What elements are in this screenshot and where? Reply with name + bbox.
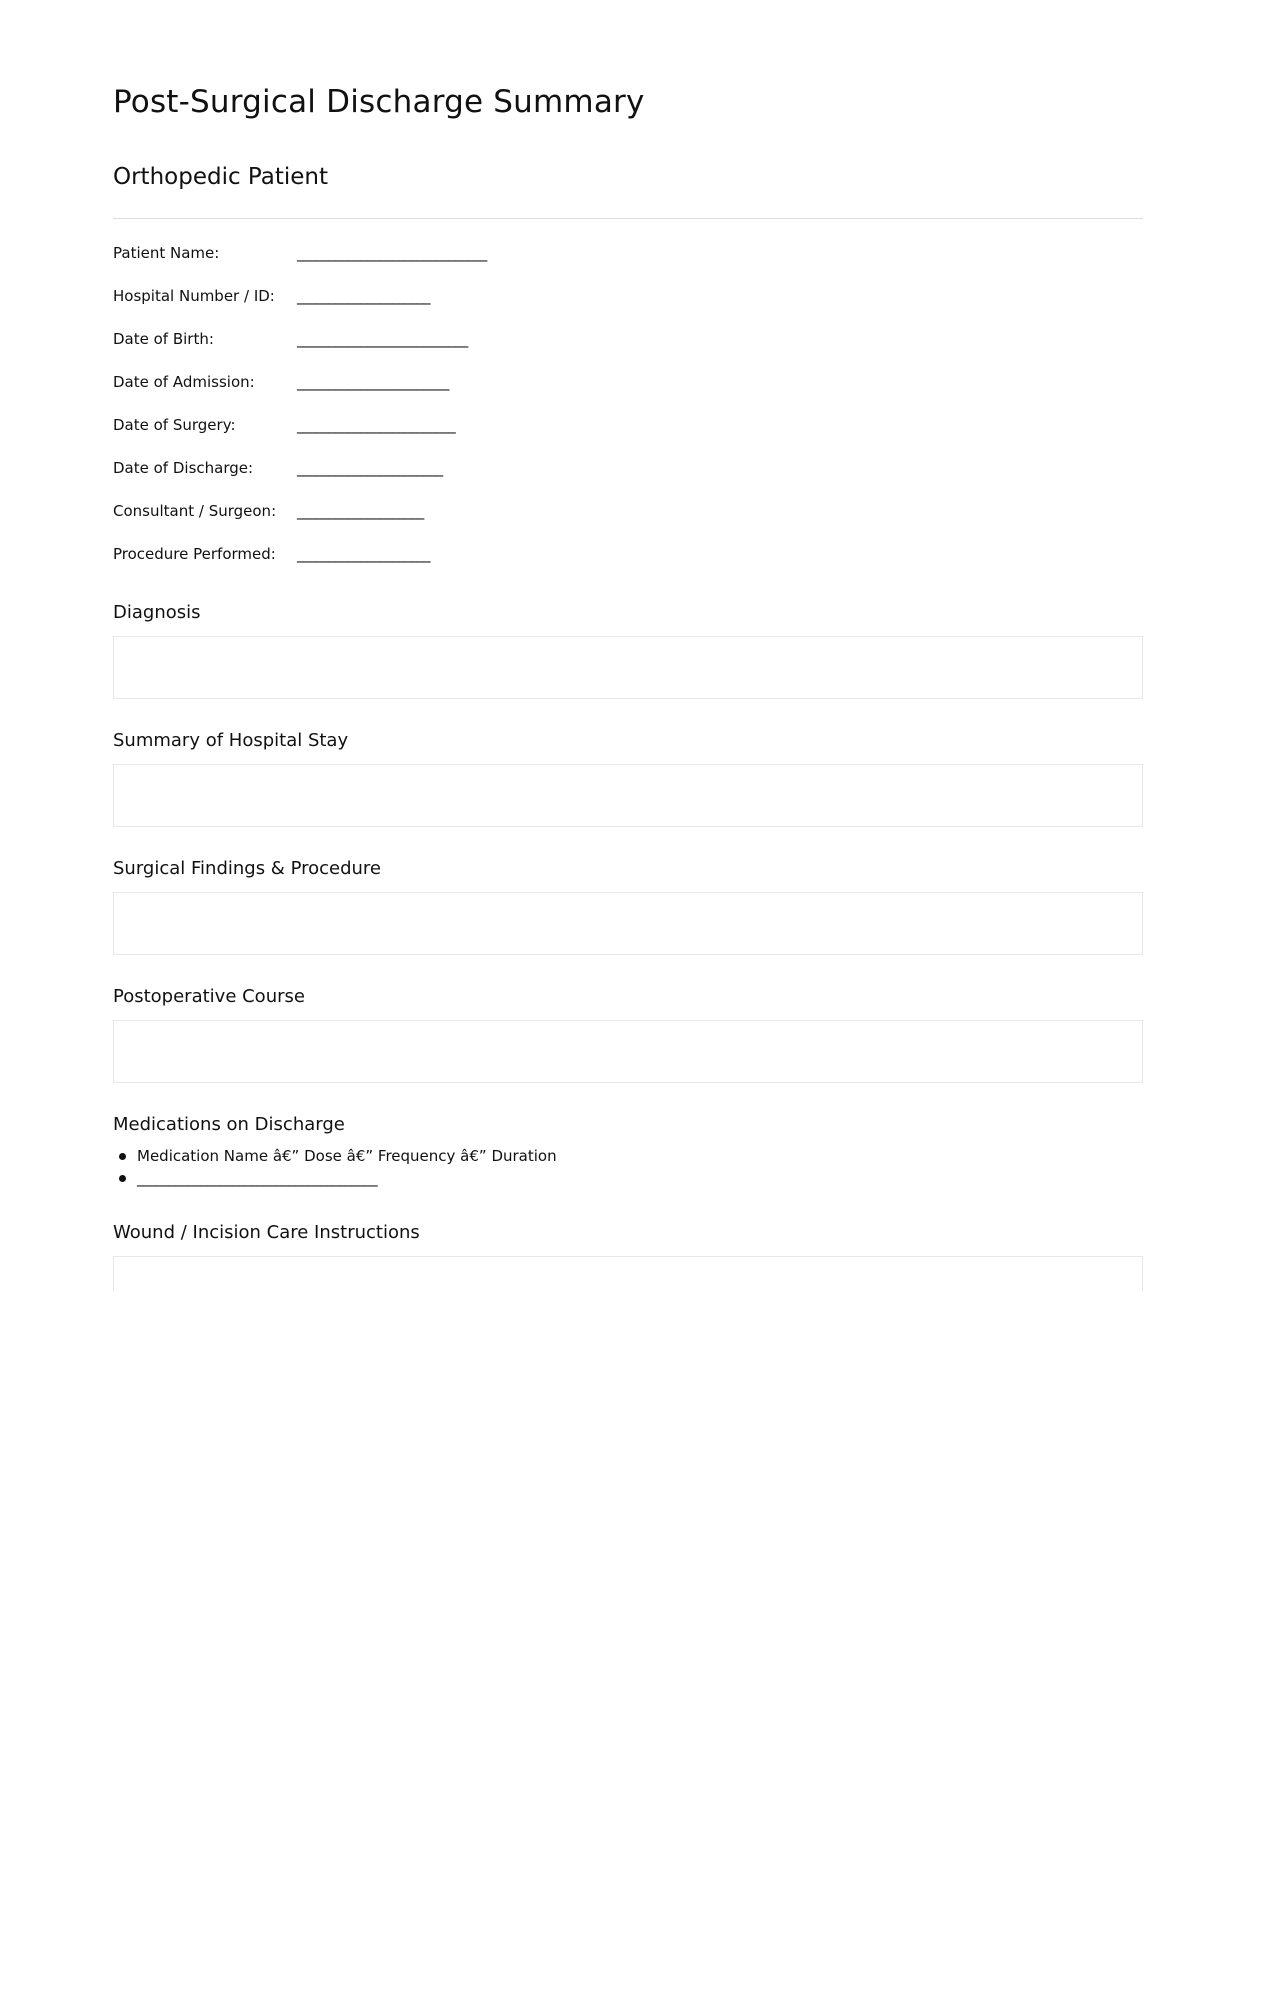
list-item (113, 1169, 557, 1191)
postop-course-heading: Postoperative Course (113, 986, 305, 1007)
field-label: Consultant / Surgeon: (113, 502, 277, 520)
field-label: Date of Discharge: (113, 459, 254, 477)
medications-list (113, 1147, 557, 1191)
header-divider (113, 218, 1143, 219)
date-of-surgery-field (113, 416, 1143, 438)
hospital-stay-textbox[interactable] (113, 764, 1143, 827)
surgical-findings-textbox[interactable] (113, 892, 1143, 955)
postop-course-textbox[interactable] (113, 1020, 1143, 1083)
field-blank-line[interactable]: _____________________ (297, 287, 430, 305)
medication-blank-line[interactable]: ______________________________________ (137, 1169, 377, 1187)
field-label: Hospital Number / ID: (113, 287, 275, 305)
document-title: Post-Surgical Discharge Summary (113, 84, 645, 120)
field-label: Date of Admission: (113, 373, 255, 391)
field-blank-line[interactable]: _____________________ (297, 545, 430, 563)
wound-care-textbox[interactable] (113, 1256, 1143, 1291)
hospital-number-field (113, 287, 1143, 309)
date-of-birth-field (113, 330, 1143, 352)
field-blank-line[interactable]: _______________________ (297, 459, 442, 477)
bullet-icon (119, 1153, 126, 1160)
field-blank-line[interactable]: ___________________________ (297, 330, 468, 348)
field-blank-line[interactable]: ____________________ (297, 502, 424, 520)
field-blank-line[interactable]: ________________________ (297, 373, 449, 391)
diagnosis-textbox[interactable] (113, 636, 1143, 699)
surgical-findings-heading: Surgical Findings & Procedure (113, 858, 382, 879)
field-blank-line[interactable]: ______________________________ (297, 244, 487, 262)
procedure-performed-field (113, 545, 1143, 567)
field-label: Date of Surgery: (113, 416, 236, 434)
document-subtitle: Orthopedic Patient (113, 164, 329, 190)
date-of-admission-field (113, 373, 1143, 395)
field-label: Patient Name: (113, 244, 220, 262)
diagnosis-heading: Diagnosis (113, 602, 201, 623)
hospital-stay-heading: Summary of Hospital Stay (113, 730, 349, 751)
bullet-icon (119, 1175, 126, 1182)
patient-name-field (113, 244, 1143, 266)
consultant-surgeon-field (113, 502, 1143, 524)
field-blank-line[interactable]: _________________________ (297, 416, 455, 434)
list-item (113, 1147, 557, 1169)
wound-care-heading: Wound / Incision Care Instructions (113, 1222, 420, 1243)
date-of-discharge-field (113, 459, 1143, 481)
field-label: Procedure Performed: (113, 545, 276, 563)
medications-heading: Medications on Discharge (113, 1114, 345, 1135)
medication-template-text: Medication Name â€” Dose â€” Frequency â€” Duration (137, 1147, 557, 1165)
field-label: Date of Birth: (113, 330, 214, 348)
